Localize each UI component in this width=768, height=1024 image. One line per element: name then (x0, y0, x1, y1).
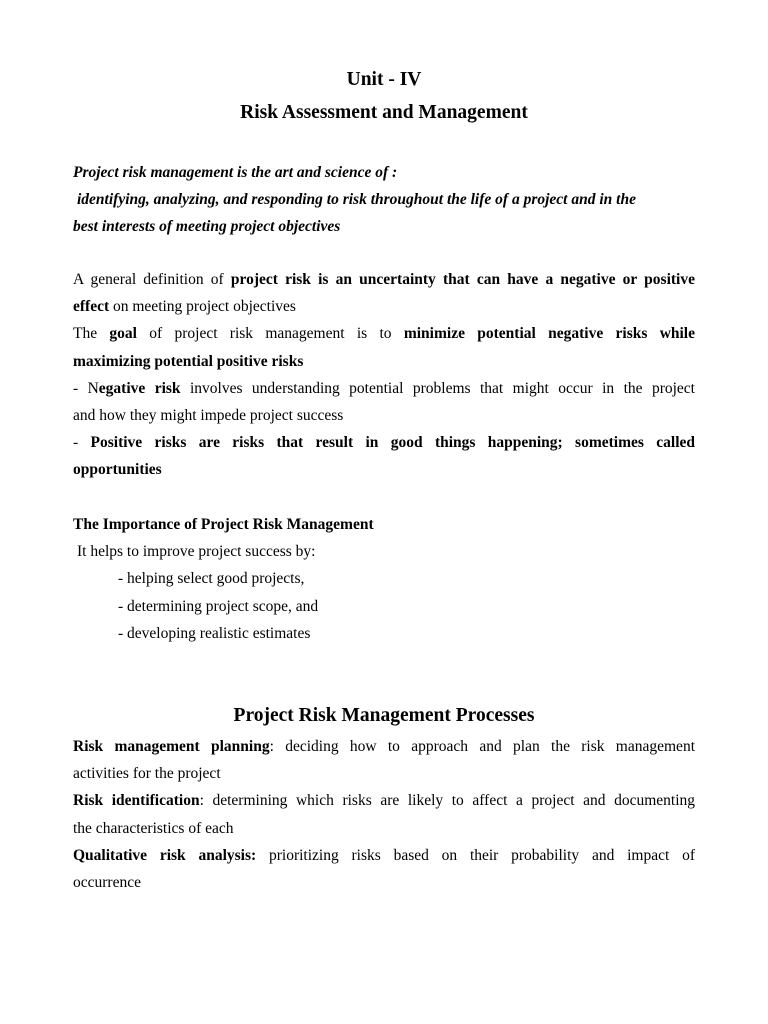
processes-section (73, 733, 695, 896)
importance-item: - developing realistic estimates (118, 624, 311, 642)
process-desc: prioritizing risks based on their probability and impact of (256, 846, 695, 864)
process-item-line-2: activities for the project (73, 765, 221, 783)
definition-text: A general definition of (73, 271, 231, 288)
importance-item: - determining project scope, and (118, 597, 319, 615)
process-item-line-2: occurrence (73, 874, 141, 892)
process-desc: : determining which risks are likely to affect a project and documenting (199, 792, 696, 810)
negative-risk-text: involves understanding potential problems that might occur in the project (180, 379, 695, 397)
process-item-line-2: the characteristics of each (73, 819, 234, 837)
positive-risk-bold: Positive risks are risks that result in good things happening; sometimes called (90, 434, 696, 452)
intro-paragraph (73, 159, 695, 241)
positive-risk-line-2 (73, 456, 695, 483)
positive-risk-line-1 (73, 429, 695, 456)
process-term: Qualitative risk analysis: (73, 846, 257, 864)
process-term: Risk management planning (73, 738, 270, 755)
importance-lead: It helps to improve project success by: (77, 543, 316, 561)
importance-section (73, 511, 695, 647)
definition-bold: effect (73, 298, 110, 316)
page-title: Risk Assessment and Management (240, 102, 528, 123)
definition-bold: project risk is an uncertainty that can have a negative or positive (230, 271, 695, 288)
definition-line-1 (73, 266, 695, 293)
intro-line-2: identifying, analyzing, and responding to risk throughout the life of a project and in the (77, 191, 636, 209)
unit-heading: Unit - IV (346, 69, 422, 90)
process-item-line-1 (73, 787, 695, 814)
importance-item: - helping select good projects, (118, 570, 305, 588)
negative-risk-line-1 (73, 375, 695, 402)
positive-risk-prefix: - (73, 434, 91, 452)
goal-text: of project risk management is to (136, 325, 404, 343)
goal-bold: goal (109, 325, 137, 343)
intro-line-1: Project risk management is the art and science of : (73, 164, 398, 181)
importance-heading (73, 511, 695, 538)
process-term: Risk identification (73, 792, 200, 810)
intro-line-3: best interests of meeting project objectives (73, 218, 341, 236)
definition-text: on meeting project objectives (109, 298, 296, 316)
goal-bold: maximizing potential positive risks (73, 352, 304, 370)
goal-line-1 (73, 320, 695, 347)
positive-risk-bold: opportunities (73, 461, 162, 479)
process-desc: : deciding how to approach and plan the risk management (269, 738, 695, 755)
importance-heading-text: The Importance of Project Risk Management (73, 516, 374, 533)
process-item-line-1 (73, 733, 695, 760)
negative-risk-prefix: - N (73, 379, 99, 397)
definition-section (73, 266, 695, 484)
processes-heading: Project Risk Management Processes (233, 705, 535, 726)
negative-risk-line-2: and how they might impede project success (73, 407, 344, 425)
goal-text: The (73, 325, 110, 343)
definition-line-2 (73, 293, 695, 320)
negative-risk-bold: egative risk (98, 379, 181, 397)
goal-line-2 (73, 348, 695, 375)
process-item-line-1 (73, 842, 695, 869)
goal-bold: minimize potential negative risks while (403, 325, 695, 343)
